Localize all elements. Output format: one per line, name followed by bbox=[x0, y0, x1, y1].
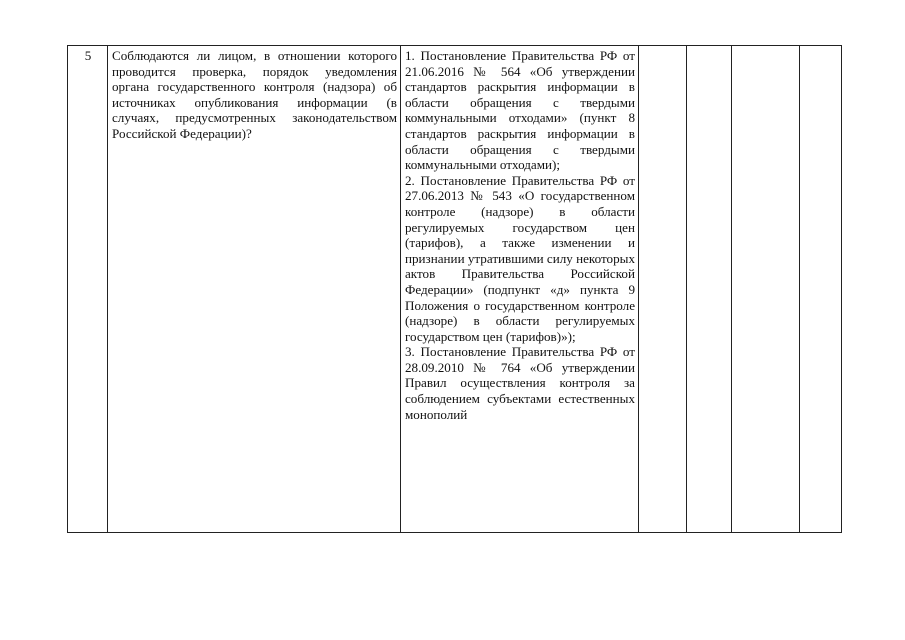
legal-reference-cell bbox=[401, 46, 639, 533]
legal-reference-item: 3. Постановление Правительства РФ от 28.09.2010 № 764 «Об утверждении Правил осуществления контроля за соблюдением субъектами естественных монополий bbox=[405, 344, 635, 422]
legal-reference-item: 2. Постановление Правительства РФ от 27.06.2013 № 543 «О государственном контроле (надзоре) в области регулируемых государством цен (тарифов), а также изменении и признании утратившими силу некоторых актов Правительства Российской Федерации» (подпункт «д» пункта 9 Положения о государственном контроле (надзоре) в области регулируемых государством цен (тарифов)»); bbox=[405, 172, 635, 344]
row-number: 5 bbox=[68, 46, 108, 533]
checklist-table bbox=[67, 45, 842, 533]
answer-cell-no bbox=[687, 46, 732, 533]
table-row bbox=[68, 46, 842, 533]
question-cell: Соблюдаются ли лицом, в отношении которого проводится проверка, порядок уведомления органа государственного контроля (надзора) об источниках опубликования информации (в случаях, предусмотренных законодательством Российской Федерации)? bbox=[108, 46, 401, 533]
legal-reference-item: 1. Постановление Правительства РФ от 21.06.2016 № 564 «Об утверждении стандартов раскрытия информации в области обращения с твердыми коммунальными отходами» (пункт 8 стандартов раскрытия информации в области обращения с твердыми коммунальными отходами); bbox=[405, 48, 635, 173]
answer-cell-notes bbox=[800, 46, 842, 533]
answer-cell-yes bbox=[639, 46, 687, 533]
answer-cell-not-applicable bbox=[732, 46, 800, 533]
